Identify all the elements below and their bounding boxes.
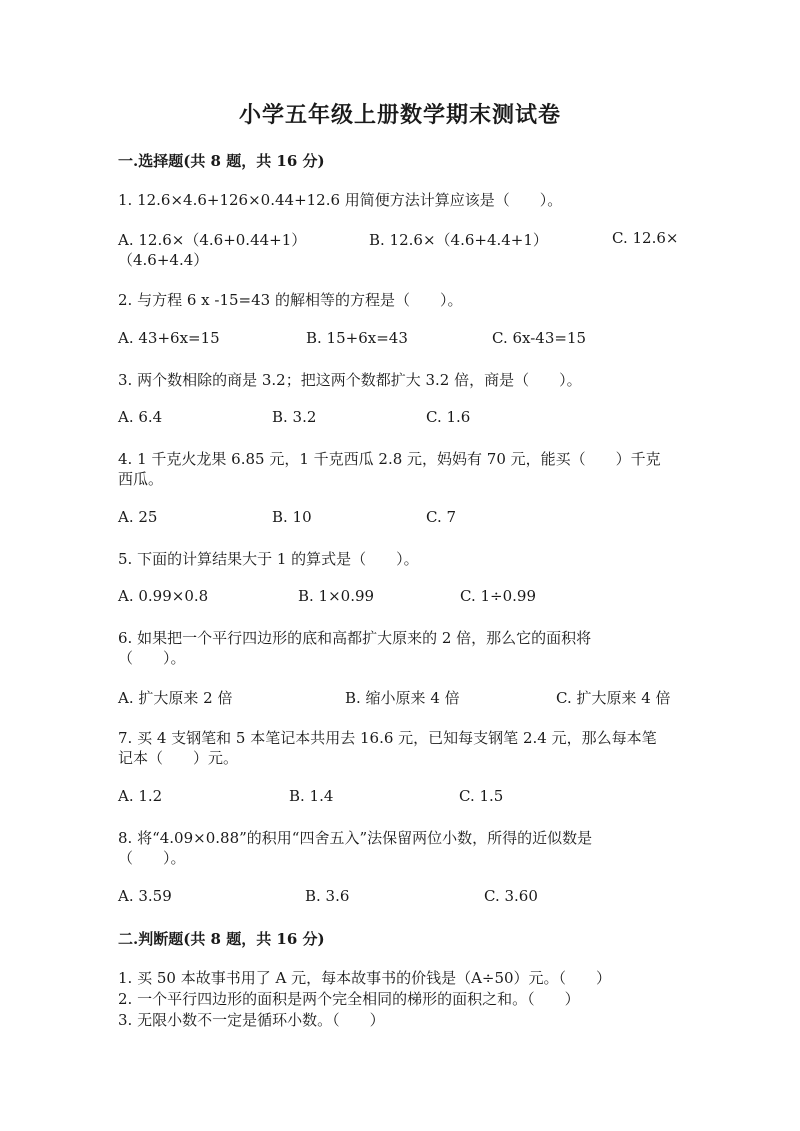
- question-5-option-c: C. 1÷0.99: [460, 587, 536, 605]
- question-6-option-c: C. 扩大原来 4 倍: [556, 689, 671, 707]
- question-4-text-line-1: 4. 1 千克火龙果 6.85 元，1 千克西瓜 2.8 元，妈妈有 70 元，能买（ ）千克: [118, 450, 661, 468]
- question-7-option-c: C. 1.5: [459, 787, 504, 805]
- question-7-option-a: A. 1.2: [118, 787, 163, 805]
- question-1-option-c-cont: （4.6+4.4）: [118, 251, 209, 269]
- question-2-option-a: A. 43+6x=15: [118, 329, 220, 347]
- question-8-text-line-2: （ ）。: [118, 849, 186, 867]
- question-8-option-c: C. 3.60: [484, 887, 538, 905]
- question-6-option-b: B. 缩小原来 4 倍: [345, 689, 460, 707]
- question-8-text-line-1: 8. 将“4.09×0.88”的积用“四舍五入”法保留两位小数，所得的近似数是: [118, 829, 593, 847]
- question-3-option-b: B. 3.2: [272, 408, 317, 426]
- question-2-option-c: C. 6x-43=15: [492, 329, 587, 347]
- question-4-option-a: A. 25: [118, 508, 158, 526]
- question-3-option-a: A. 6.4: [118, 408, 163, 426]
- question-1-option-c: C. 12.6×: [612, 229, 679, 247]
- question-4-option-c: C. 7: [426, 508, 457, 526]
- question-6-text-line-1: 6. 如果把一个平行四边形的底和高都扩大原来的 2 倍，那么它的面积将: [118, 629, 592, 647]
- question-7-text-line-1: 7. 买 4 支钢笔和 5 本笔记本共用去 16.6 元，已知每支钢笔 2.4 元，那么每本笔: [118, 729, 657, 747]
- judgement-item-2: 2. 一个平行四边形的面积是两个完全相同的梯形的面积之和。（ ）: [118, 990, 580, 1008]
- question-7-text-line-2: 记本（ ）元。: [118, 749, 239, 767]
- question-1-text: 1. 12.6×4.6+126×0.44+12.6 用简便方法计算应该是（ ）。: [118, 191, 563, 209]
- question-5-text: 5. 下面的计算结果大于 1 的算式是（ ）。: [118, 550, 419, 568]
- question-2-option-b: B. 15+6x=43: [306, 329, 408, 347]
- question-8-option-a: A. 3.59: [118, 887, 172, 905]
- question-3-text: 3. 两个数相除的商是 3.2；把这两个数都扩大 3.2 倍，商是（ ）。: [118, 371, 582, 389]
- exam-title: 小学五年级上册数学期末测试卷: [238, 102, 561, 128]
- question-8-option-b: B. 3.6: [305, 887, 350, 905]
- question-6-text-line-2: （ ）。: [118, 649, 186, 667]
- question-6-option-a: A. 扩大原来 2 倍: [118, 689, 233, 707]
- question-2-text: 2. 与方程 6 x -15=43 的解相等的方程是（ ）。: [118, 291, 463, 309]
- question-5-option-b: B. 1×0.99: [298, 587, 375, 605]
- question-1-option-a: A. 12.6×（4.6+0.44+1）: [118, 231, 307, 249]
- question-1-option-b: B. 12.6×（4.6+4.4+1）: [369, 231, 548, 249]
- section-heading-choice: 一.选择题(共 8 题，共 16 分): [118, 152, 325, 170]
- question-5-option-a: A. 0.99×0.8: [118, 587, 209, 605]
- question-4-text-line-2: 西瓜。: [118, 470, 164, 488]
- judgement-item-1: 1. 买 50 本故事书用了 A 元，每本故事书的价钱是（A÷50）元。（ ）: [118, 969, 612, 987]
- question-7-option-b: B. 1.4: [289, 787, 334, 805]
- section-heading-judgement: 二.判断题(共 8 题，共 16 分): [118, 930, 325, 948]
- question-3-option-c: C. 1.6: [426, 408, 471, 426]
- judgement-item-3: 3. 无限小数不一定是循环小数。（ ）: [118, 1011, 385, 1029]
- question-4-option-b: B. 10: [272, 508, 312, 526]
